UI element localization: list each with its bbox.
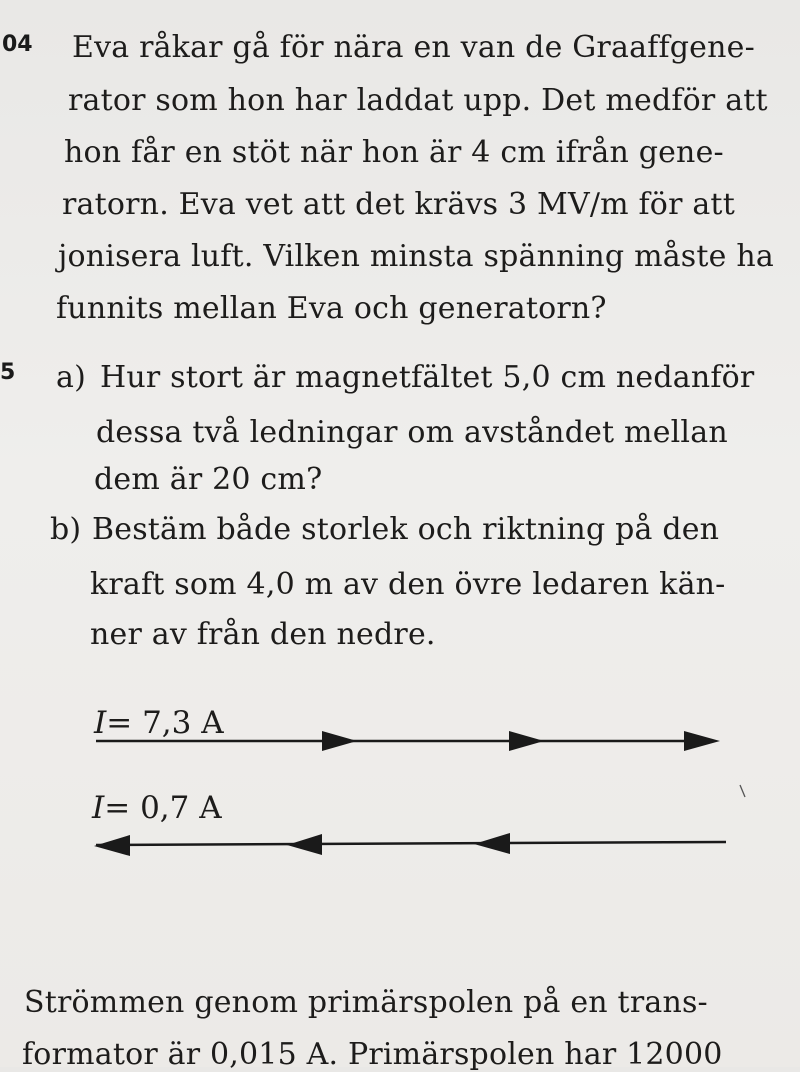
text-line: formator är 0,015 A. Primärspolen har 12000 [22,1037,723,1072]
text-line: rator som hon har laddat upp. Det medför att [68,83,768,118]
text-line: hon får en stöt när hon är 4 cm ifrån gene- [64,135,724,170]
arrow-right-icon [509,731,544,751]
upper-wire [96,731,720,751]
current-value: = 7,3 A [106,705,224,741]
text-line: Strömmen genom primärspolen på en trans- [24,985,708,1020]
text-line: Bestäm både storlek och riktning på den [92,512,720,547]
problem-number-04: 04 [2,32,33,57]
text-line: dessa två ledningar om avståndet mellan [96,415,728,450]
current-symbol: I [94,705,107,741]
part-a-label: a) [56,360,86,395]
pen-mark [740,785,745,797]
arrow-right-icon [322,731,357,751]
part-b-label: b) [50,512,82,547]
arrow-right-icon [684,731,720,751]
arrow-left-icon [474,833,510,854]
arrow-left-icon [287,834,322,855]
text-line: dem är 20 cm? [94,462,323,497]
text-line: ratorn. Eva vet att det krävs 3 MV/m för att [62,187,735,222]
lower-wire [94,833,726,856]
text-line: jonisera luft. Vilken minsta spänning måste ha [58,239,774,274]
arrow-left-icon [94,835,130,856]
text-line: Hur stort är magnetfältet 5,0 cm nedanför [100,360,755,395]
text-line: ner av från den nedre. [90,617,436,652]
current-symbol: I [92,790,105,826]
text-line: funnits mellan Eva och generatorn? [56,291,607,326]
problem-number-05: 5 [0,360,16,385]
text-line: Eva råkar gå för nära en van de Graaffgene- [72,30,755,65]
current-value: = 0,7 A [104,790,222,826]
text-line: kraft som 4,0 m av den övre ledaren kän- [90,567,726,602]
